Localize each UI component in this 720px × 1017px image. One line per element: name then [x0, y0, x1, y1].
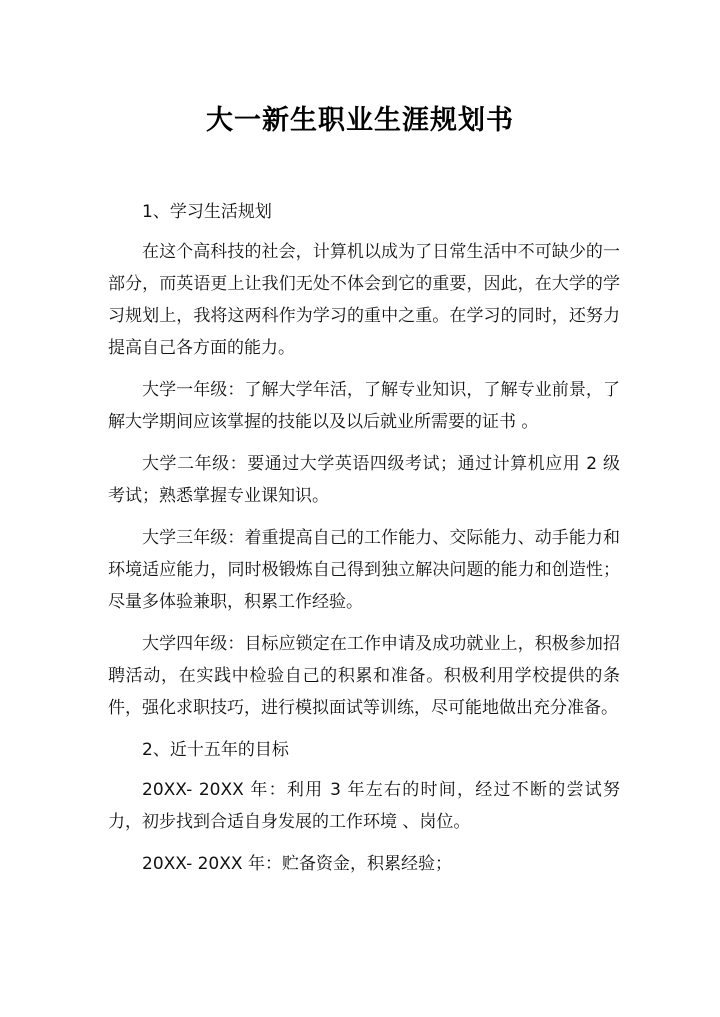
paragraph-goal-period-two: 20XX- 20XX 年：贮备资金，积累经验；	[142, 854, 452, 874]
section-heading-fifteen-year-goals: 2、近十五年的目标	[142, 740, 289, 760]
paragraph-year-four: 大学四年级：目标应锁定在工作申请及成功就业上，积极参加招聘活动，在实践中检验自己的积累和准备。积极利用学校提供的条件，强化求职技巧，进行模拟面试等训练，尽可能地做出充分准备。	[108, 634, 620, 718]
document-title: 大一新生职业生涯规划书	[206, 105, 514, 136]
paragraph-goal-period-one: 20XX- 20XX 年：利用 3 年左右的时间，经过不断的尝试努力，初步找到合适自身发展的工作环境 、岗位。	[108, 780, 620, 832]
paragraph-intro: 在这个高科技的社会，计算机以成为了日常生活中不可缺少的一部分，而英语更上让我们无处不体会到它的重要，因此，在大学的学习规划上，我将这两科作为学习的重中之重。在学习的同时，还努力提高自己各方面的能力。	[108, 242, 620, 358]
document-body	[108, 196, 620, 890]
paragraph-year-one: 大学一年级：了解大学年活，了解专业知识，了解专业前景，了解大学期间应该掌握的技能以及以后就业所需要的证书 。	[108, 380, 620, 432]
paragraph-year-three: 大学三年级：着重提高自己的工作能力、交际能力、动手能力和环境适应能力，同时极锻炼自己得到独立解决问题的能力和创造性；尽量多体验兼职，积累工作经验。	[108, 528, 620, 612]
section-heading-study-plan: 1、学习生活规划	[142, 202, 272, 222]
paragraph-year-two: 大学二年级：要通过大学英语四级考试；通过计算机应用 2 级考试；熟悉掌握专业课知识。	[108, 454, 620, 506]
